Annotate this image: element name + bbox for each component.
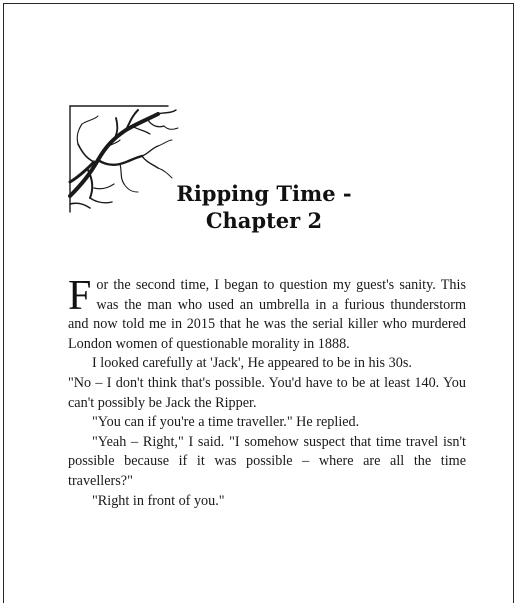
- chapter-body: [68, 273, 466, 511]
- chapter-title-line1: Ripping Time -: [176, 181, 352, 206]
- paragraph-2: I looked carefully at 'Jack', He appeared to be in his 30s.: [92, 355, 412, 372]
- paragraph-1: [68, 273, 466, 354]
- paragraph-3: "No – I don't think that's possible. You'd have to be at least 140. You can't possibly be Jack the Ripper.: [68, 374, 466, 411]
- paragraph-5: "Yeah – Right," I said. "I somehow suspect that time travel isn't possible because if it was possible – where are all the time travellers?": [68, 433, 466, 489]
- chapter-title-line2: Chapter 2: [205, 208, 323, 233]
- paragraph-4: "You can if you're a time traveller." He replied.: [92, 414, 360, 431]
- paragraph-1-text: or the second time, I began to question my guest's sanity. This was the man who used an umbrella in a furious thunderstorm and now told me in 2015 that he was the serial killer who murdered London women of questionable morality in 1888.: [68, 277, 466, 352]
- chapter-title: [144, 180, 384, 234]
- page-bottom-fade: [4, 593, 513, 603]
- paragraph-6: "Right in front of you.": [92, 492, 225, 509]
- book-page: [3, 3, 514, 603]
- drop-cap: F: [68, 273, 92, 319]
